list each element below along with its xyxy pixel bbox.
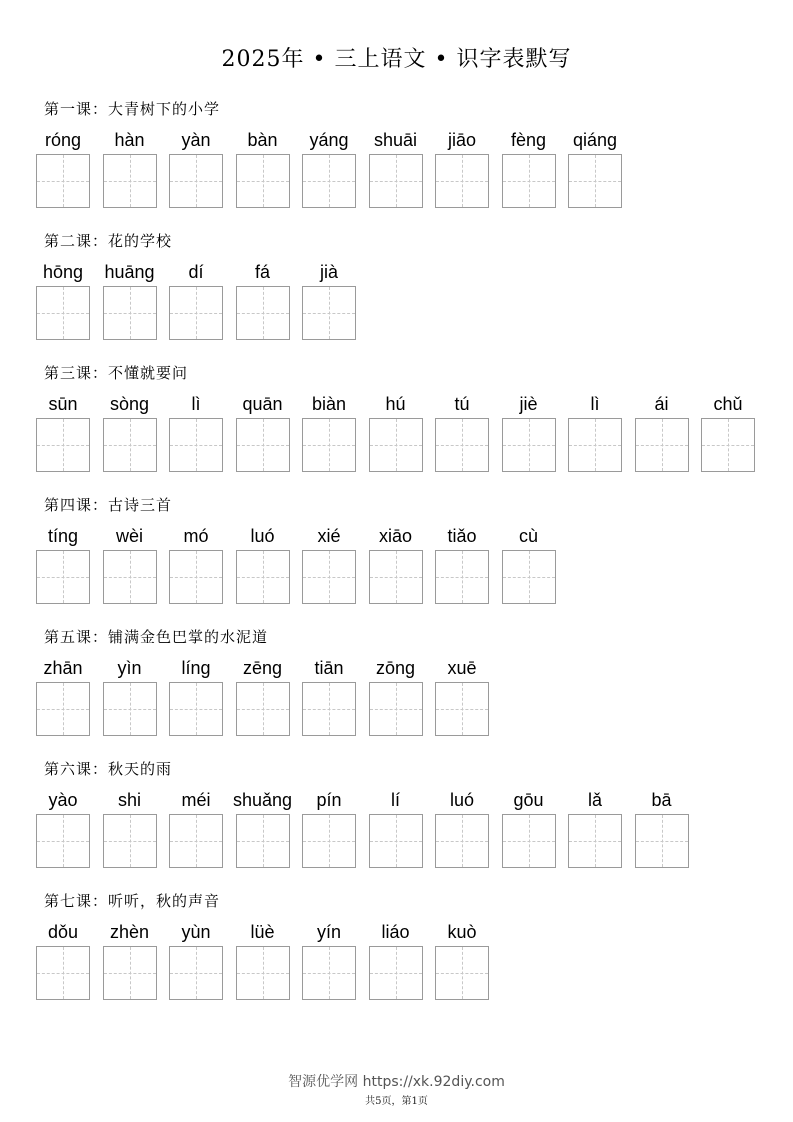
tianzige-box[interactable] xyxy=(435,550,489,604)
tianzige-box[interactable] xyxy=(302,946,356,1000)
pinyin-label: xuē xyxy=(447,658,477,678)
pinyin-label: zēng xyxy=(242,658,283,678)
tianzige-box[interactable] xyxy=(369,154,423,208)
pinyin-label: lì xyxy=(590,394,600,414)
pinyin-label: lì xyxy=(191,394,201,414)
pinyin-label: yín xyxy=(316,922,341,942)
tianzige-box[interactable] xyxy=(435,682,489,736)
tianzige-box[interactable] xyxy=(369,814,423,868)
tianzige-box[interactable] xyxy=(103,286,157,340)
pinyin-label: xiāo xyxy=(378,526,413,546)
tianzige-box[interactable] xyxy=(369,682,423,736)
lesson-title: 第二课：花的学校 xyxy=(44,232,173,250)
pinyin-label: yàn xyxy=(181,130,211,150)
tianzige-box[interactable] xyxy=(435,418,489,472)
tianzige-box[interactable] xyxy=(236,550,290,604)
tianzige-box[interactable] xyxy=(103,550,157,604)
pinyin-label: yùn xyxy=(181,922,211,942)
pinyin-label: tíng xyxy=(47,526,79,546)
tianzige-box[interactable] xyxy=(302,814,356,868)
pinyin-label: zōng xyxy=(375,658,416,678)
tianzige-box[interactable] xyxy=(302,286,356,340)
pinyin-label: quān xyxy=(242,394,283,414)
lesson-title: 第四课：古诗三首 xyxy=(44,496,173,514)
tianzige-box[interactable] xyxy=(568,418,622,472)
tianzige-box[interactable] xyxy=(435,946,489,1000)
tianzige-box[interactable] xyxy=(169,418,223,472)
tianzige-box[interactable] xyxy=(36,814,90,868)
pinyin-label: bā xyxy=(651,790,672,810)
pinyin-label: xié xyxy=(317,526,341,546)
pinyin-label: lüè xyxy=(250,922,275,942)
pinyin-label: méi xyxy=(181,790,211,810)
tianzige-box[interactable] xyxy=(369,946,423,1000)
lesson-title: 第五课：铺满金色巴掌的水泥道 xyxy=(44,628,269,646)
pinyin-label: luó xyxy=(449,790,475,810)
tianzige-box[interactable] xyxy=(169,682,223,736)
tianzige-box[interactable] xyxy=(169,550,223,604)
tianzige-box[interactable] xyxy=(502,814,556,868)
tianzige-box[interactable] xyxy=(701,418,755,472)
pinyin-label: hōng xyxy=(42,262,84,282)
pinyin-label: pín xyxy=(316,790,342,810)
tianzige-box[interactable] xyxy=(369,550,423,604)
tianzige-box[interactable] xyxy=(103,154,157,208)
pinyin-label: gōu xyxy=(513,790,544,810)
tianzige-box[interactable] xyxy=(568,154,622,208)
lesson-title: 第七课：听听，秋的声音 xyxy=(44,892,221,910)
pinyin-label: fèng xyxy=(510,130,547,150)
pinyin-label: tiān xyxy=(314,658,344,678)
pinyin-label: ái xyxy=(654,394,669,414)
tianzige-box[interactable] xyxy=(302,550,356,604)
tianzige-box[interactable] xyxy=(568,814,622,868)
pinyin-label: bàn xyxy=(247,130,278,150)
pinyin-label: róng xyxy=(44,130,82,150)
pinyin-label: lǎ xyxy=(587,790,602,810)
tianzige-box[interactable] xyxy=(502,550,556,604)
lesson-title: 第三课：不懂就要问 xyxy=(44,364,189,382)
tianzige-box[interactable] xyxy=(502,418,556,472)
tianzige-box[interactable] xyxy=(36,682,90,736)
tianzige-box[interactable] xyxy=(36,154,90,208)
tianzige-box[interactable] xyxy=(236,286,290,340)
tianzige-box[interactable] xyxy=(103,418,157,472)
tianzige-box[interactable] xyxy=(236,682,290,736)
pinyin-label: mó xyxy=(183,526,209,546)
pinyin-label: wèi xyxy=(115,526,143,546)
footer-page-number: 共5页，第1页 xyxy=(365,1096,428,1107)
tianzige-box[interactable] xyxy=(502,154,556,208)
pinyin-label: fá xyxy=(254,262,270,282)
pinyin-label: yáng xyxy=(309,130,349,150)
pinyin-label: shuāi xyxy=(373,130,418,150)
tianzige-box[interactable] xyxy=(635,418,689,472)
pinyin-label: dǒu xyxy=(47,922,79,942)
pinyin-label: shuǎng xyxy=(232,790,293,810)
tianzige-box[interactable] xyxy=(103,682,157,736)
pinyin-label: yìn xyxy=(117,658,142,678)
tianzige-box[interactable] xyxy=(236,946,290,1000)
pinyin-label: cù xyxy=(518,526,538,546)
tianzige-box[interactable] xyxy=(103,946,157,1000)
tianzige-box[interactable] xyxy=(169,814,223,868)
tianzige-box[interactable] xyxy=(36,286,90,340)
tianzige-box[interactable] xyxy=(103,814,157,868)
pinyin-label: zhèn xyxy=(109,922,150,942)
page-title: 2025年 • 三上语文 • 识字表默写 xyxy=(221,47,572,72)
pinyin-label: jià xyxy=(319,262,338,282)
tianzige-box[interactable] xyxy=(36,550,90,604)
tianzige-box[interactable] xyxy=(169,154,223,208)
pinyin-label: shi xyxy=(117,790,141,810)
lesson-title: 第一课：大青树下的小学 xyxy=(44,100,221,118)
pinyin-label: tiǎo xyxy=(447,526,477,546)
footer-site: 智源优学网 https://xk.92diy.com xyxy=(288,1074,505,1090)
tianzige-box[interactable] xyxy=(302,682,356,736)
pinyin-label: jiè xyxy=(519,394,538,414)
pinyin-label: sòng xyxy=(109,394,150,414)
pinyin-label: luó xyxy=(250,526,275,546)
tianzige-box[interactable] xyxy=(36,946,90,1000)
pinyin-label: chǔ xyxy=(713,394,743,414)
pinyin-label: qiáng xyxy=(572,130,618,150)
tianzige-box[interactable] xyxy=(635,814,689,868)
tianzige-box[interactable] xyxy=(435,814,489,868)
pinyin-label: lí xyxy=(391,790,400,810)
tianzige-box[interactable] xyxy=(169,946,223,1000)
tianzige-box[interactable] xyxy=(236,154,290,208)
pinyin-label: huāng xyxy=(104,262,155,282)
pinyin-label: yào xyxy=(48,790,78,810)
tianzige-box[interactable] xyxy=(435,154,489,208)
tianzige-box[interactable] xyxy=(302,418,356,472)
pinyin-label: sūn xyxy=(48,394,78,414)
pinyin-label: liáo xyxy=(381,922,410,942)
pinyin-label: zhān xyxy=(43,658,83,678)
pinyin-label: dí xyxy=(188,262,204,282)
pinyin-label: jiāo xyxy=(447,130,477,150)
tianzige-box[interactable] xyxy=(236,814,290,868)
tianzige-box[interactable] xyxy=(236,418,290,472)
pinyin-label: hú xyxy=(385,394,406,414)
tianzige-box[interactable] xyxy=(169,286,223,340)
pinyin-label: biàn xyxy=(311,394,347,414)
tianzige-box[interactable] xyxy=(36,418,90,472)
pinyin-label: hàn xyxy=(114,130,145,150)
pinyin-label: líng xyxy=(181,658,211,678)
tianzige-box[interactable] xyxy=(302,154,356,208)
pinyin-label: tú xyxy=(454,394,470,414)
pinyin-label: kuò xyxy=(447,922,477,942)
tianzige-box[interactable] xyxy=(369,418,423,472)
lesson-title: 第六课：秋天的雨 xyxy=(44,760,173,778)
